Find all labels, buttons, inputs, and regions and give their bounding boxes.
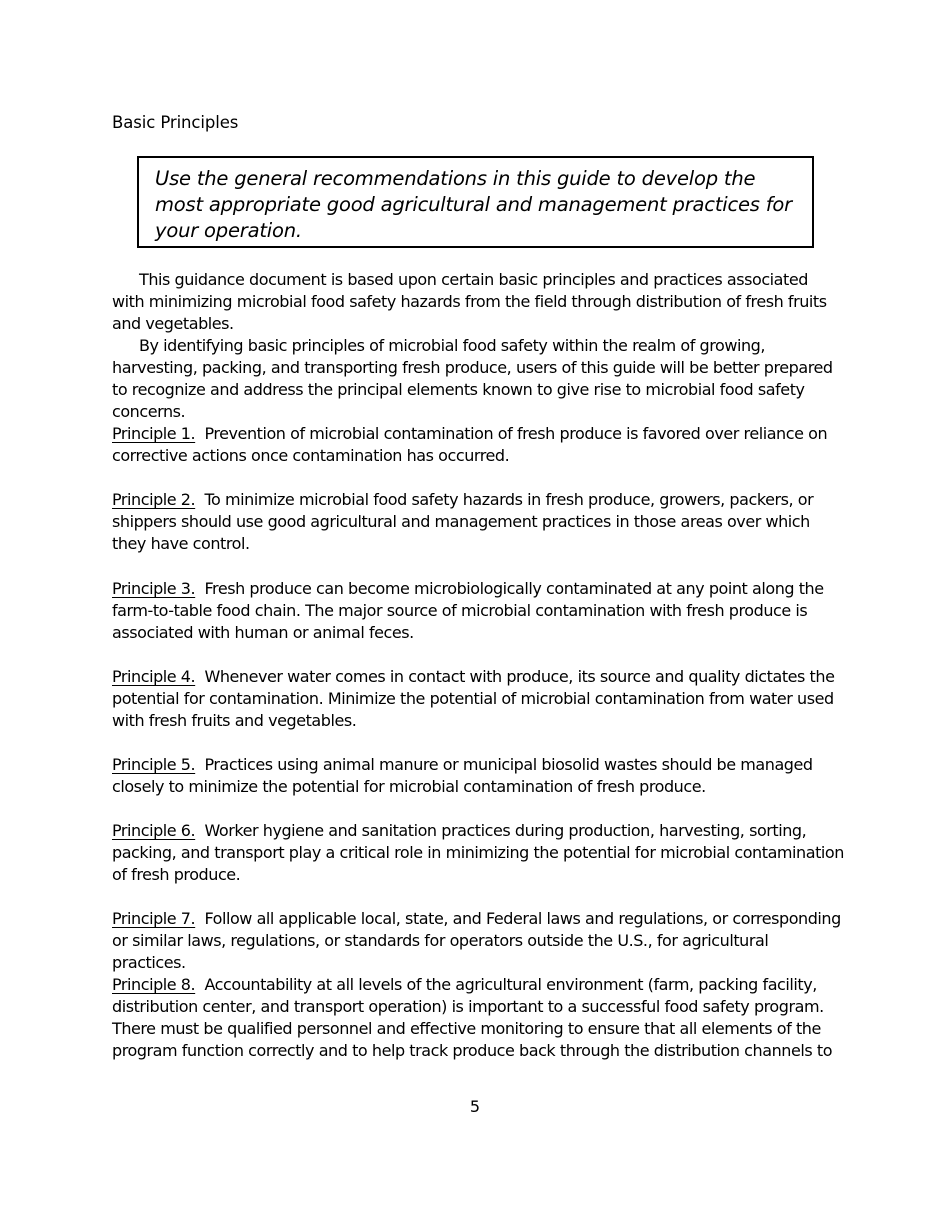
intro-paragraph-1-text: This guidance document is based upon certain basic principles and practices associated with minimizing microbial food safety hazards from the field through distribution of fresh fruits and vegetables. [112, 270, 827, 333]
principle-6 [112, 820, 844, 886]
principle-3 [112, 578, 844, 644]
principle-8 [112, 974, 844, 1062]
principle-2 [112, 489, 844, 555]
principle-4-label: Principle 4. [112, 667, 196, 686]
principle-3-text: Fresh produce can become microbiologically contaminated at any point along the farm-to-table food chain. The major source of microbial contamination with fresh produce is associated with human or animal feces. [112, 579, 824, 642]
callout-box [137, 156, 814, 248]
principle-6-text: Worker hygiene and sanitation practices during production, harvesting, sorting, packing, and transport play a critical role in minimizing the potential for microbial contamination of fresh produce. [112, 821, 844, 884]
intro-paragraph-2 [112, 335, 844, 423]
principle-5 [112, 754, 844, 798]
intro-paragraph-1 [112, 269, 844, 335]
principle-2-text: To minimize microbial food safety hazards in fresh produce, growers, packers, or shippers should use good agricultural and management practices in those areas over which they have control. [112, 490, 814, 553]
principle-7-label: Principle 7. [112, 909, 196, 928]
principle-8-text: Accountability at all levels of the agricultural environment (farm, packing facility, distribution center, and transport operation) is important to a successful food safety program. There must be qualified personnel and effective monitoring to ensure that all elements of the program function correctly and to help track produce back through the distribution channels to [112, 975, 833, 1060]
principle-5-text: Practices using animal manure or municipal biosolid wastes should be managed closely to minimize the potential for microbial contamination of fresh produce. [112, 755, 813, 796]
principle-6-label: Principle 6. [112, 821, 196, 840]
principle-4-text: Whenever water comes in contact with produce, its source and quality dictates the potential for contamination. Minimize the potential of microbial contamination from water used with fresh fruits and vegetables. [112, 667, 835, 730]
intro-paragraph-2-text: By identifying basic principles of microbial food safety within the realm of growing, harvesting, packing, and transporting fresh produce, users of this guide will be better prepared to recognize and address the principal elements known to give rise to microbial food safety concerns. [112, 336, 833, 421]
principle-1-text: Prevention of microbial contamination of fresh produce is favored over reliance on corrective actions once contamination has occurred. [112, 424, 828, 465]
page-number: 5 [469, 1097, 481, 1116]
principle-8-label: Principle 8. [112, 975, 196, 994]
principle-1 [112, 423, 844, 467]
principle-7 [112, 908, 844, 974]
section-heading: Basic Principles [112, 113, 239, 132]
principle-5-label: Principle 5. [112, 755, 196, 774]
principle-3-label: Principle 3. [112, 579, 196, 598]
principle-4 [112, 666, 844, 732]
principle-7-text: Follow all applicable local, state, and Federal laws and regulations, or corresponding or similar laws, regulations, or standards for operators outside the U.S., for agricultural practices. [112, 909, 841, 972]
principle-1-label: Principle 1. [112, 424, 196, 443]
callout-text: Use the general recommendations in this guide to develop the most appropriate good agricultural and management practices for your operation. [155, 167, 792, 242]
principle-2-label: Principle 2. [112, 490, 196, 509]
